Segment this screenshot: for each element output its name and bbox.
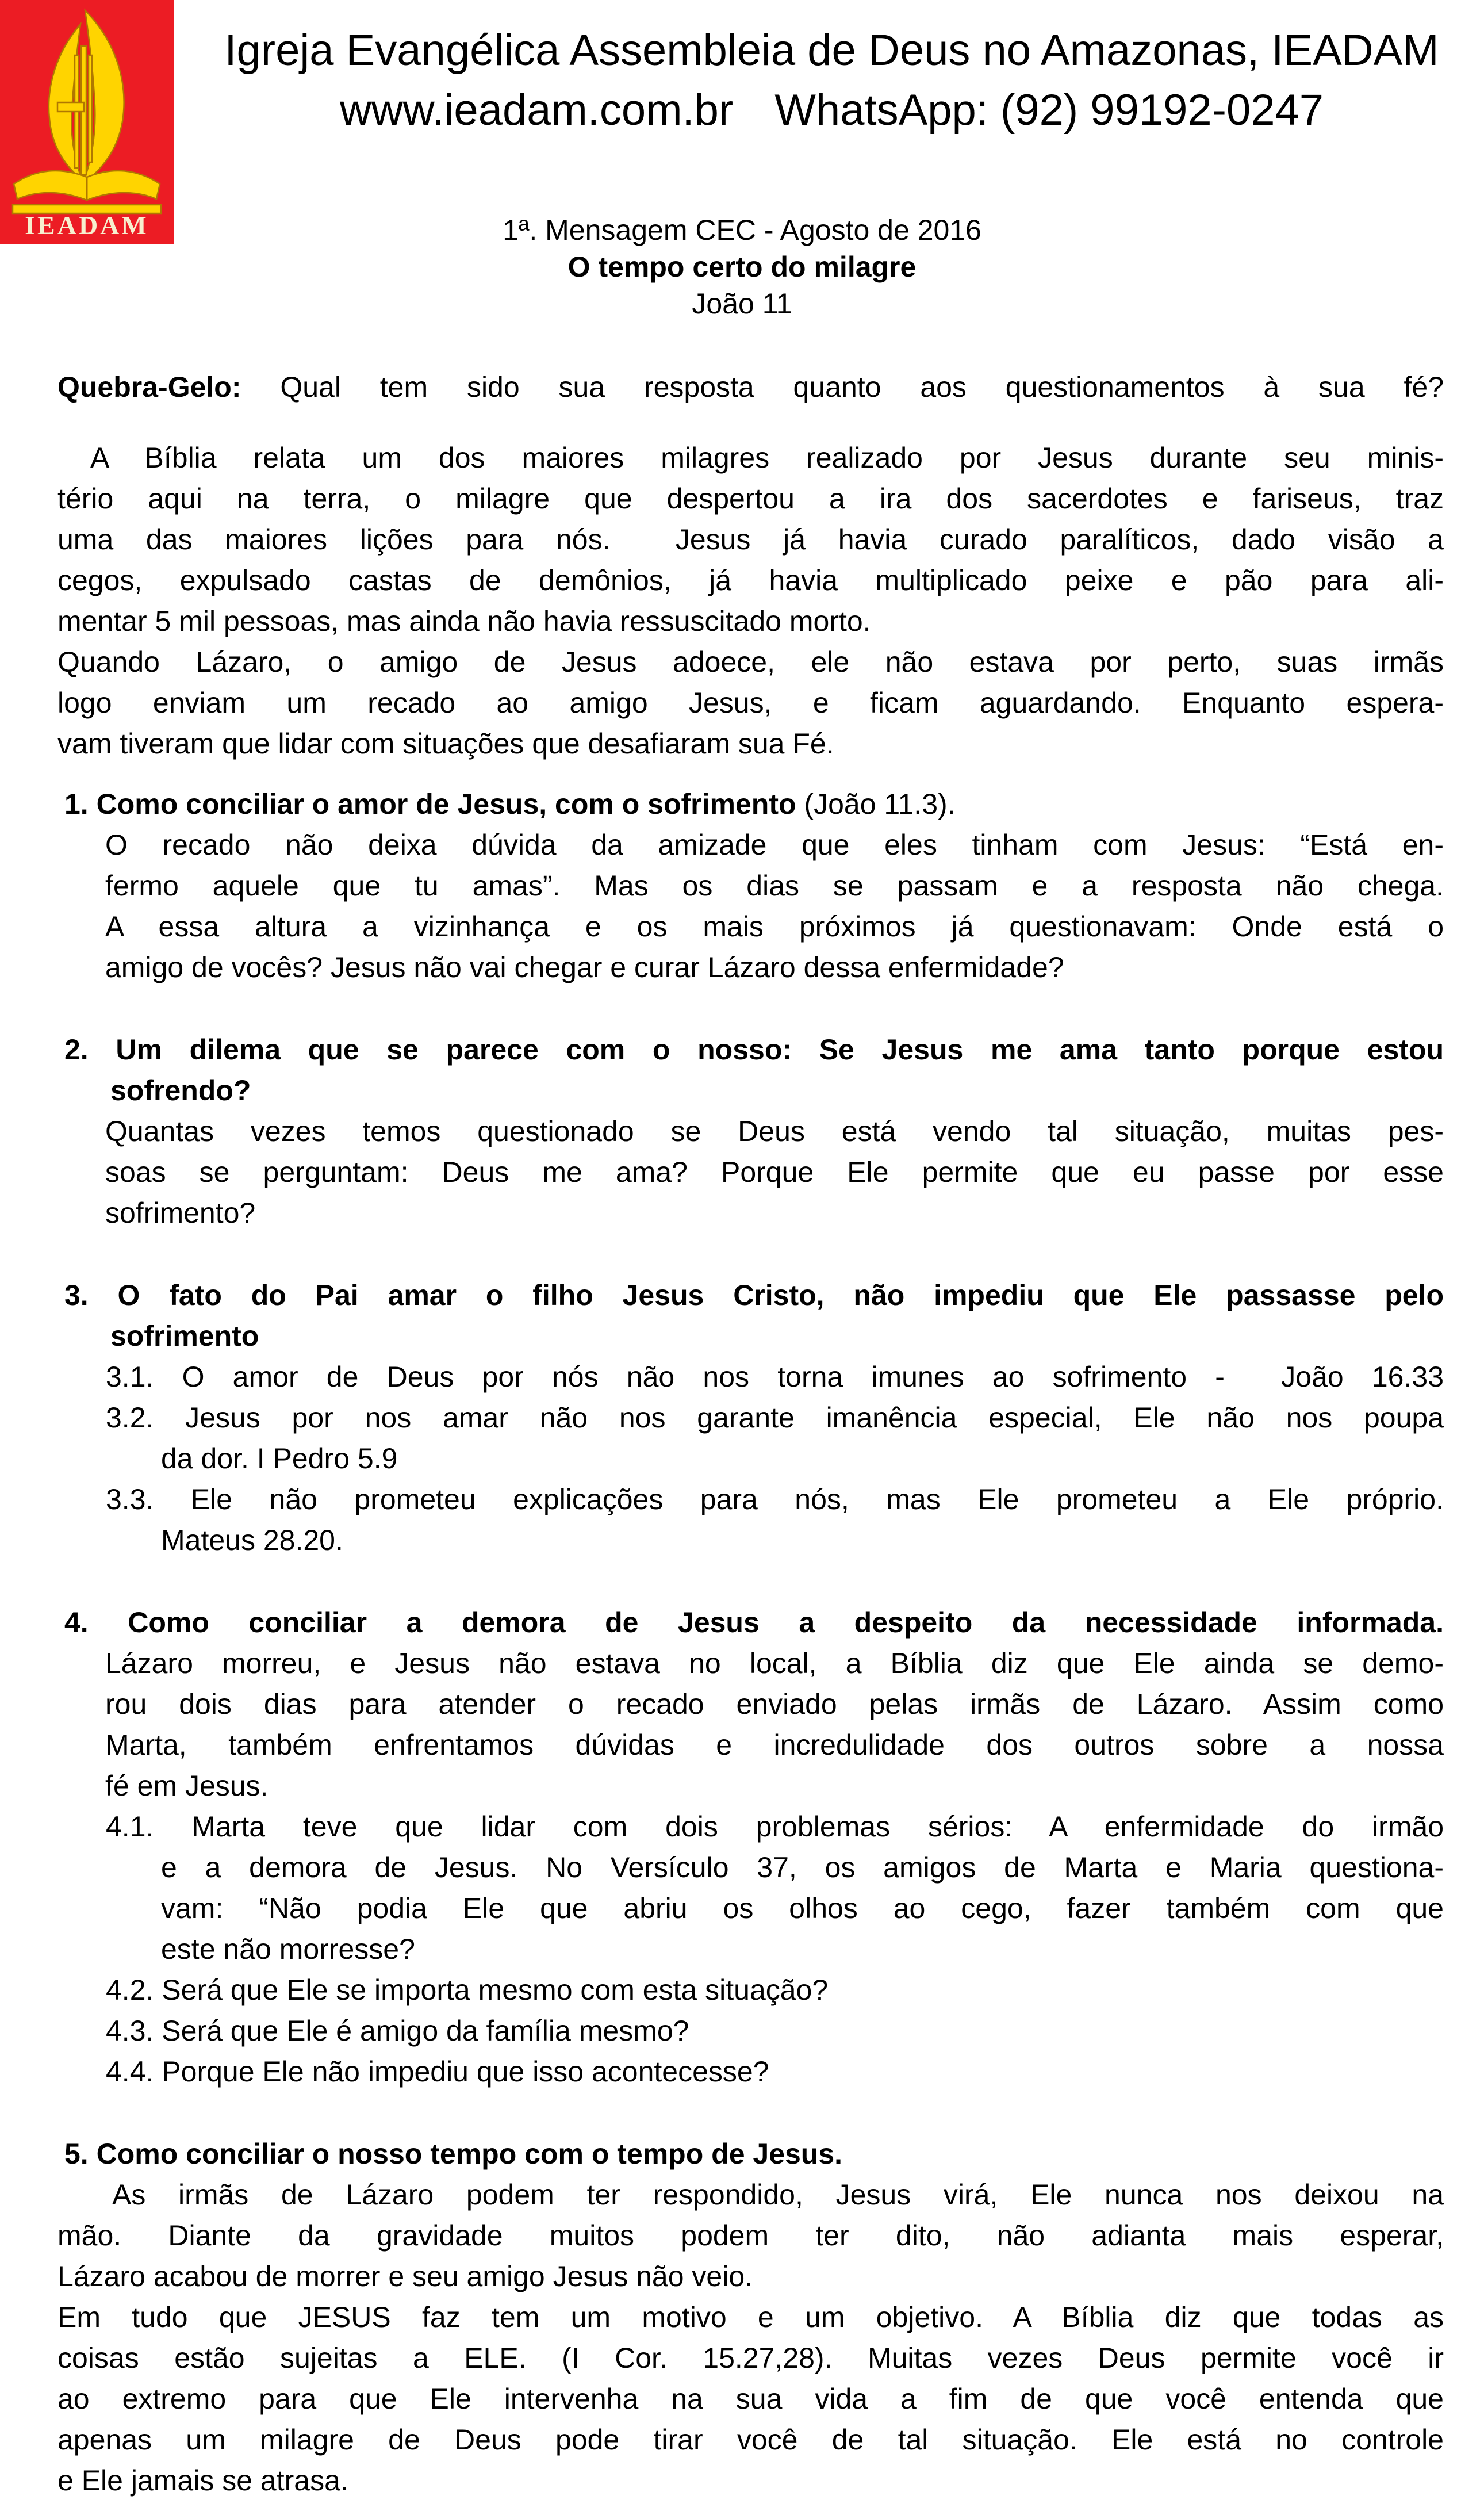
section-1-line (57, 866, 1444, 906)
body-text: (João 11.3). (796, 788, 956, 820)
body-text: 4.4. Porque Ele não impediu que isso acontecesse? (106, 2056, 769, 2088)
intro-line (57, 724, 1444, 764)
section-5-line (57, 2175, 1444, 2215)
section-5-line (57, 2256, 1444, 2297)
section-3-line (57, 1316, 1444, 1357)
message-subtitle (0, 212, 1484, 322)
body-text: mentar 5 mil pessoas, mas ainda não havia ressuscitado morto. (57, 605, 871, 637)
body-text: e Ele jamais se atrasa. (57, 2464, 348, 2497)
body-text: Marta, também enfrentamos dúvidas e incredulidade dos outros sobre a nossa (105, 1729, 1444, 1761)
body-text: fermo aquele que tu amas”. Mas os dias se passam e a resposta não chega. (105, 870, 1444, 902)
website-text: www.ieadam.com.br (339, 86, 734, 135)
section-4 (57, 1602, 1444, 2092)
section-3-line (57, 1479, 1444, 1520)
section-4-line (57, 1929, 1444, 1970)
section-2 (57, 1029, 1444, 1234)
body-text: vam tiveram que lidar com situações que desafiaram sua Fé. (57, 728, 834, 760)
body-text: uma das maiores lições para nós. Jesus já havia curado paralíticos, dado visão a (57, 523, 1444, 556)
section-5 (57, 2134, 1444, 2501)
whatsapp-text: WhatsApp: (92) 99192-0247 (774, 86, 1324, 135)
bold-text: 1. Como conciliar o amor de Jesus, com o sofrimento (64, 788, 796, 820)
body-text: Mateus 28.20. (161, 1524, 343, 1556)
header-titles (179, 0, 1484, 140)
bold-text: 5. Como conciliar o nosso tempo com o tempo de Jesus. (64, 2138, 843, 2170)
body-text: Qual tem sido sua resposta quanto aos questionamentos à sua fé? (241, 371, 1444, 403)
section-5-line (57, 2215, 1444, 2256)
section-2-line (57, 1193, 1444, 1234)
section-5-line (57, 2297, 1444, 2338)
body-text: logo enviam um recado ao amigo Jesus, e ficam aguardando. Enquanto espera- (57, 687, 1444, 719)
body-text: O recado não deixa dúvida da amizade que eles tinham com Jesus: “Está en- (105, 829, 1444, 861)
section-2-line (57, 1111, 1444, 1152)
section-4-line (57, 1684, 1444, 1725)
section-2-line (57, 1029, 1444, 1070)
section-4-line (57, 1602, 1444, 1643)
section-3 (57, 1275, 1444, 1561)
bold-text: Quebra-Gelo: (57, 371, 241, 403)
body-text: A Bíblia relata um dos maiores milagres realizado por Jesus durante seu minis- (90, 442, 1444, 474)
section-5-line (57, 2460, 1444, 2501)
body-text: este não morresse? (161, 1933, 415, 1965)
body-text: sofrimento? (105, 1197, 256, 1229)
body-text: 3.2. Jesus por nos amar não nos garante imanência especial, Ele não nos poupa (106, 1402, 1444, 1434)
bold-text: 3. O fato do Pai amar o filho Jesus Cristo, não impediu que Ele passasse pelo (64, 1279, 1444, 1311)
intro-line (57, 560, 1444, 601)
body-text: mão. Diante da gravidade muitos podem ter dito, não adianta mais esperar, (57, 2219, 1444, 2252)
body-text: ao extremo para que Ele intervenha na sua vida a fim de que você entenda que (57, 2383, 1444, 2415)
intro-line (57, 519, 1444, 560)
intro-line (57, 601, 1444, 642)
section-4-line (57, 2011, 1444, 2051)
scripture-reference: João 11 (692, 288, 792, 320)
body-text: Em tudo que JESUS faz tem um motivo e um objetivo. A Bíblia diz que todas as (57, 2301, 1444, 2333)
section-4-line (57, 1643, 1444, 1684)
ieadam-logo (0, 0, 174, 244)
body-text: soas se perguntam: Deus me ama? Porque Ele permite que eu passe por esse (105, 1156, 1444, 1188)
section-1-line (57, 825, 1444, 866)
body-text: Lázaro morreu, e Jesus não estava no local, a Bíblia diz que Ele ainda se demo- (105, 1647, 1444, 1679)
section-4-line (57, 1888, 1444, 1929)
logo-wordmark: IEADAM (25, 210, 149, 240)
body-text: e a demora de Jesus. No Versículo 37, os amigos de Marta e Maria questiona- (161, 1851, 1444, 1884)
body-text: apenas um milagre de Deus pode tirar você de tal situação. Ele está no controle (57, 2424, 1444, 2456)
section-1 (57, 784, 1444, 988)
section-1-line (57, 906, 1444, 947)
body-text: coisas estão sujeitas a ELE. (I Cor. 15.27,28). Muitas vezes Deus permite você ir (57, 2342, 1444, 2374)
message-title: O tempo certo do milagre (567, 251, 917, 283)
section-3-line (57, 1357, 1444, 1398)
body-text: 4.3. Será que Ele é amigo da família mesmo? (106, 2015, 689, 2047)
section-3-line (57, 1398, 1444, 1438)
bold-text: 2. Um dilema que se parece com o nosso: Se Jesus me ama tanto porque estou (64, 1034, 1444, 1066)
section-2-line (57, 1152, 1444, 1193)
intro-line (57, 438, 1444, 479)
body-text: da dor. I Pedro 5.9 (161, 1442, 398, 1475)
bold-text: 4. Como conciliar a demora de Jesus a despeito da necessidade informada. (64, 1606, 1444, 1639)
section-3-line (57, 1520, 1444, 1561)
body-text: 3.1. O amor de Deus por nós não nos torna imunes ao sofrimento - João 16.33 (106, 1361, 1444, 1393)
section-5-line (57, 2379, 1444, 2420)
icebreaker (57, 367, 1444, 408)
body-text: vam: “Não podia Ele que abriu os olhos ao cego, fazer também com que (161, 1892, 1444, 1924)
section-4-line (57, 1970, 1444, 2011)
body-text: 4.2. Será que Ele se importa mesmo com esta situação? (106, 1974, 829, 2006)
section-3-line (57, 1275, 1444, 1316)
page-header (0, 0, 1484, 339)
body-text: Lázaro acabou de morrer e seu amigo Jesus não veio. (57, 2260, 753, 2292)
body-text: As irmãs de Lázaro podem ter respondido, Jesus virá, Ele nunca nos deixou na (112, 2179, 1444, 2211)
body-text: 3.3. Ele não prometeu explicações para nós, mas Ele prometeu a Ele próprio. (106, 1483, 1444, 1515)
section-3-line (57, 1438, 1444, 1479)
body-text: Quando Lázaro, o amigo de Jesus adoece, ele não estava por perto, suas irmãs (57, 646, 1444, 678)
section-4-line (57, 1847, 1444, 1888)
body-text: 4.1. Marta teve que lidar com dois problemas sérios: A enfermidade do irmão (106, 1810, 1444, 1843)
section-5-line (57, 2338, 1444, 2379)
document-body (0, 367, 1484, 2501)
section-4-line (57, 1806, 1444, 1847)
body-text: amigo de vocês? Jesus não vai chegar e curar Lázaro dessa enfermidade? (105, 951, 1064, 983)
intro-line (57, 479, 1444, 519)
section-5-line (57, 2134, 1444, 2175)
body-text: Quantas vezes temos questionado se Deus está vendo tal situação, muitas pes- (105, 1115, 1444, 1147)
section-4-line (57, 2051, 1444, 2092)
bold-text: sofrimento (110, 1320, 259, 1352)
contact-line (179, 81, 1484, 140)
body-text: cegos, expulsado castas de demônios, já havia multiplicado peixe e pão para ali- (57, 564, 1444, 596)
church-name: Igreja Evangélica Assembleia de Deus no Amazonas, IEADAM (224, 26, 1439, 75)
intro-line (57, 683, 1444, 724)
body-text: tério aqui na terra, o milagre que despertou a ira dos sacerdotes e fariseus, traz (57, 483, 1444, 515)
intro-line (57, 642, 1444, 683)
section-4-line (57, 1725, 1444, 1766)
icebreaker-line (57, 367, 1444, 408)
section-1-line (57, 947, 1444, 988)
body-text: fé em Jesus. (105, 1770, 269, 1802)
church-logo-icon (0, 0, 174, 244)
section-2-line (57, 1070, 1444, 1111)
section-1-line (57, 784, 1444, 825)
section-5-line (57, 2420, 1444, 2460)
body-text: rou dois dias para atender o recado enviado pelas irmãs de Lázaro. Assim como (105, 1688, 1444, 1720)
intro (57, 438, 1444, 764)
message-number: 1ª. Mensagem CEC - Agosto de 2016 (503, 214, 981, 246)
body-text: A essa altura a vizinhança e os mais próximos já questionavam: Onde está o (105, 910, 1444, 943)
section-4-line (57, 1766, 1444, 1806)
bold-text: sofrendo? (110, 1074, 251, 1107)
